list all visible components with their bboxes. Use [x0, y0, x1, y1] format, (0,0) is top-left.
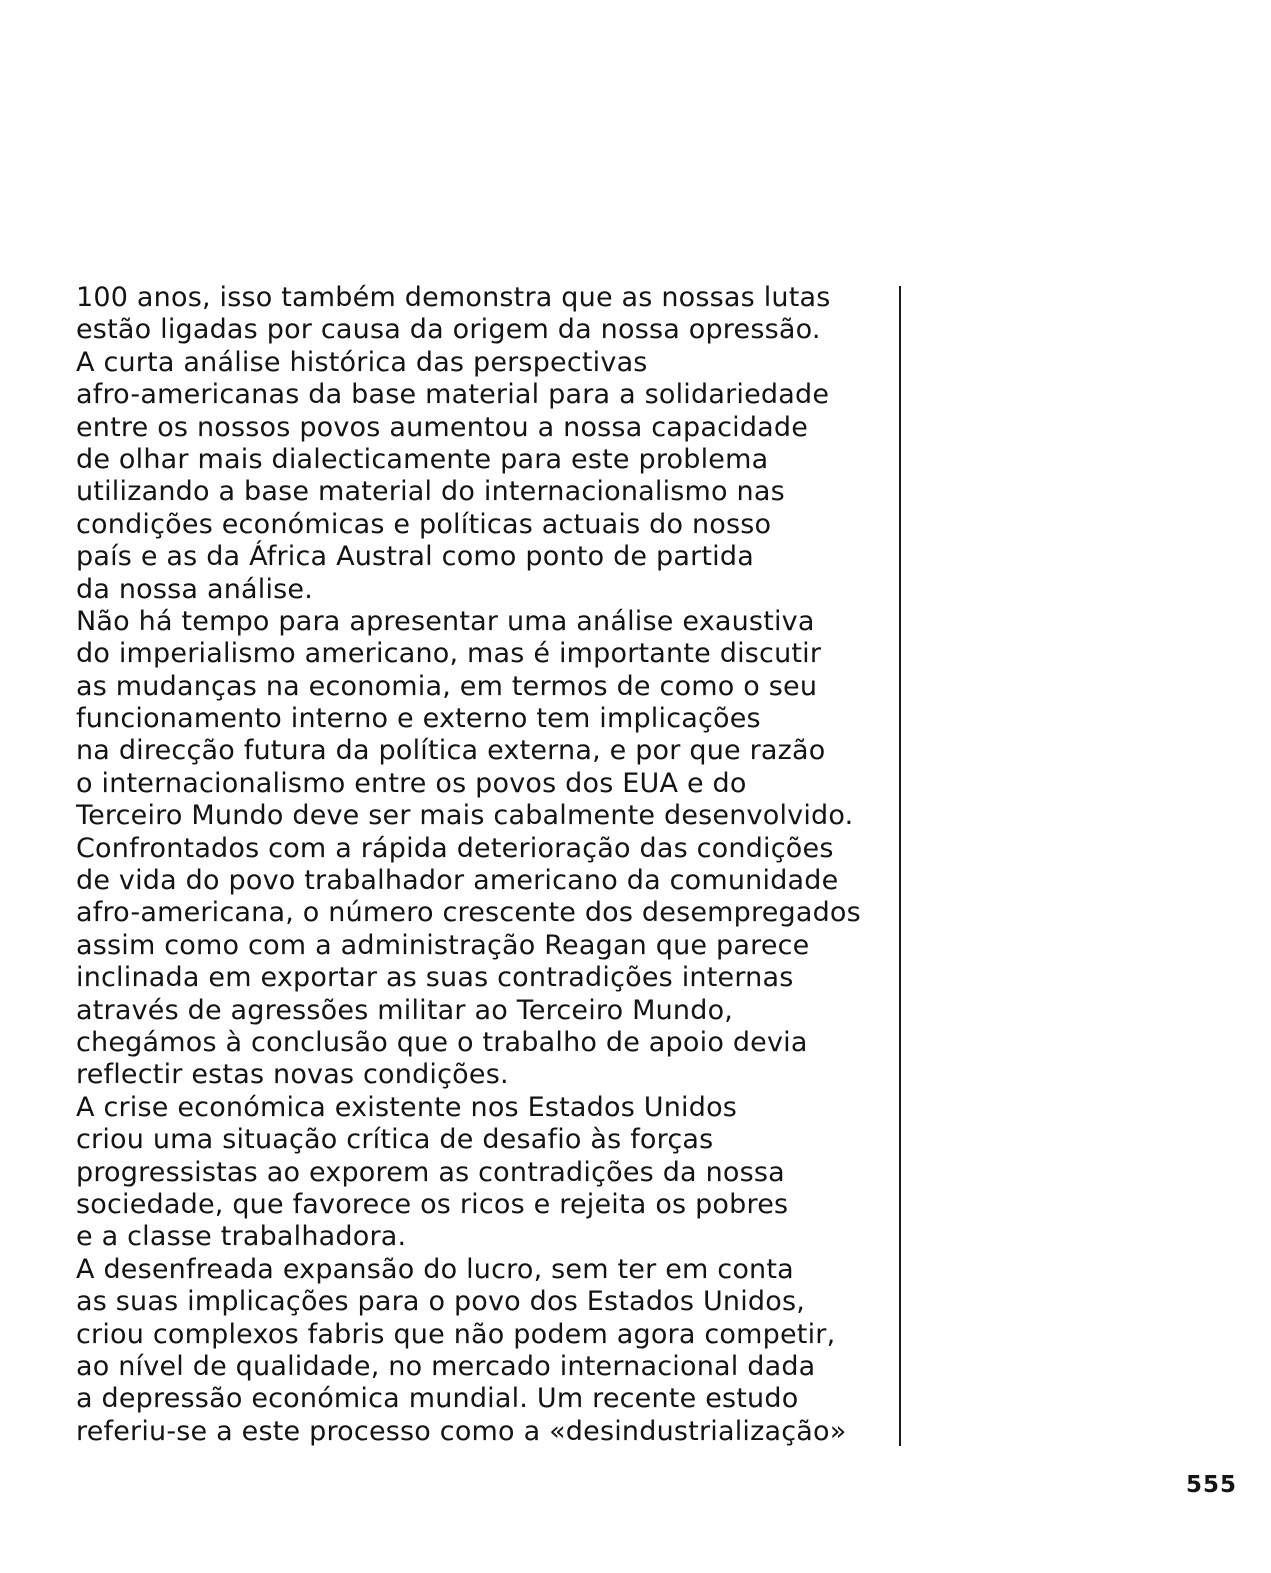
text-line: A desenfreada expansão do lucro, sem ter em conta	[76, 1253, 794, 1285]
text-line: país e as da África Austral como ponto de partida	[76, 541, 754, 573]
text-line: entre os nossos povos aumentou a nossa capacidade	[76, 411, 809, 443]
text-line: A crise económica existente nos Estados Unidos	[76, 1091, 738, 1123]
text-line: de vida do povo trabalhador americano da comunidade	[76, 865, 839, 897]
text-line: na direcção futura da política externa, e por que razão	[76, 735, 826, 767]
text-line: de olhar mais dialecticamente para este problema	[76, 443, 769, 475]
text-line: da nossa análise.	[76, 573, 314, 605]
text-line: progressistas ao exporem as contradições da nossa	[76, 1156, 785, 1188]
text-line: condições económicas e políticas actuais do nosso	[76, 508, 772, 540]
text-line: e a classe trabalhadora.	[76, 1221, 407, 1253]
text-line: afro-americana, o número crescente dos desempregados	[76, 897, 861, 929]
text-line: Terceiro Mundo deve ser mais cabalmente desenvolvido.	[76, 800, 854, 832]
text-line: chegámos à conclusão que o trabalho de apoio devia	[76, 1026, 808, 1058]
text-line: o internacionalismo entre os povos dos EUA e do	[76, 767, 747, 799]
text-line: criou complexos fabris que não podem agora competir,	[76, 1318, 836, 1350]
text-line: 100 anos, isso também demonstra que as nossas lutas	[76, 282, 831, 313]
margin-vertical-rule	[899, 286, 901, 1446]
text-line: inclinada em exportar as suas contradições internas	[76, 962, 794, 994]
text-line: as suas implicações para o povo dos Estados Unidos,	[76, 1286, 806, 1318]
text-line: através de agressões militar ao Terceiro Mundo,	[76, 994, 734, 1026]
text-line: as mudanças na economia, em termos de como o seu	[76, 670, 818, 702]
text-line: A curta análise histórica das perspectivas	[76, 346, 648, 378]
text-line: Confrontados com a rápida deterioração das condições	[76, 832, 834, 864]
text-line: assim como com a administração Reagan que parece	[76, 929, 810, 961]
text-line: criou uma situação crítica de desafio às forças	[76, 1124, 714, 1156]
text-line: utilizando a base material do internacionalismo nas	[76, 476, 785, 508]
text-line: reflectir estas novas condições.	[76, 1059, 509, 1091]
text-line: a depressão económica mundial. Um recente estudo	[76, 1383, 799, 1415]
text-line: sociedade, que favorece os ricos e rejeita os pobres	[76, 1188, 789, 1220]
text-line: afro-americanas da base material para a solidariedade	[76, 379, 830, 411]
text-line: estão ligadas por causa da origem da nossa opressão.	[76, 314, 821, 346]
text-line: referiu-se a este processo como a «desindustrialização»	[76, 1415, 847, 1447]
text-line: do imperialismo americano, mas é importante discutir	[76, 638, 822, 670]
page-number: 555	[1186, 1472, 1238, 1498]
text-line: ao nível de qualidade, no mercado internacional dada	[76, 1350, 816, 1382]
text-line: funcionamento interno e externo tem implicações	[76, 703, 761, 735]
text-line: Não há tempo para apresentar uma análise exaustiva	[76, 605, 815, 637]
body-text-column	[76, 282, 906, 1448]
